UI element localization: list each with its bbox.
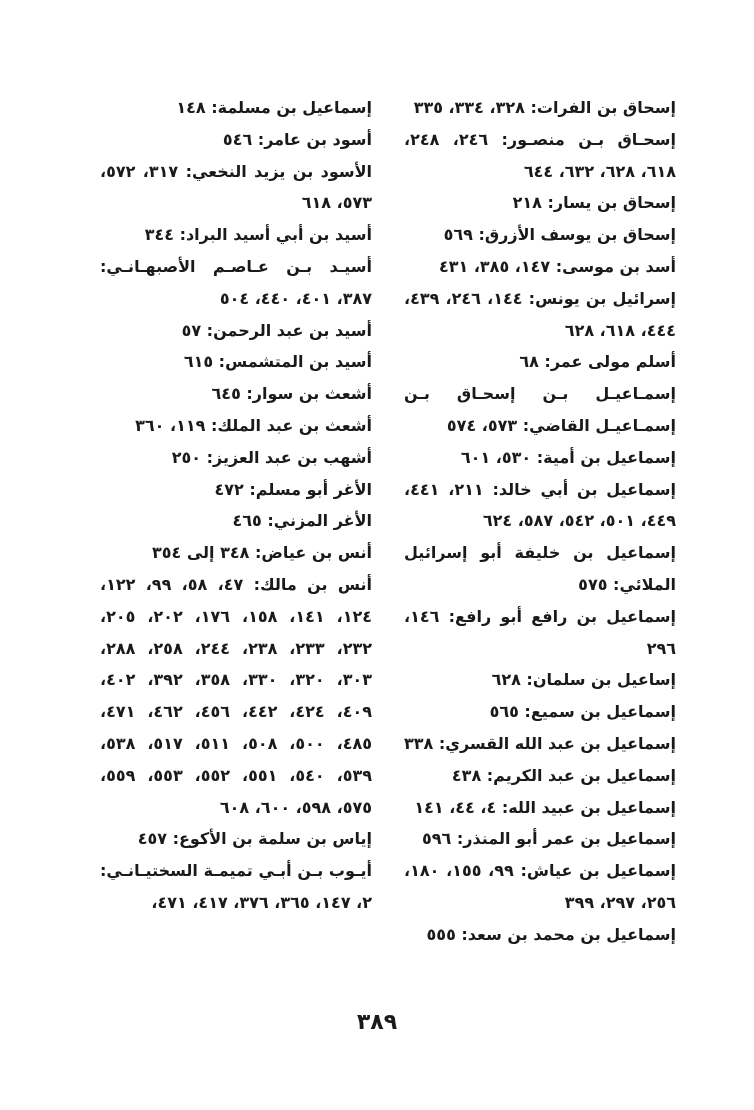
index-entry: إسحاق بن يوسف الأزرق: ٥٦٩ bbox=[443, 225, 676, 245]
index-column-right bbox=[404, 92, 676, 951]
index-entry: الأغر أبو مسلم: ٤٧٢ bbox=[214, 479, 372, 499]
index-entry: إسمـاعيـل بـن إسحـاق بـن إسمـاعيـل القاضي: ٥٧٣، ٥٧٤ bbox=[404, 384, 676, 435]
index-entry: إساعيل بن سلمان: ٦٢٨ bbox=[491, 670, 676, 690]
index-entry: إسماعيل بن محمد بن سعد: ٥٥٥ bbox=[426, 924, 676, 944]
index-entry: أسيد بن أبي أسيد البراد: ٣٤٤ bbox=[144, 225, 372, 245]
index-entry: إسحاق بن يسار: ٢١٨ bbox=[512, 193, 676, 213]
index-entry: الأسود بن يزيد النخعي: ٣١٧، ٥٧٢، ٥٧٣، ٦١٨ bbox=[100, 161, 372, 213]
index-entry: أسيـد بـن عـاصـم الأصبهـانـي: ٣٨٧، ٤٠١، ٤٤٠، ٥٠٤ bbox=[100, 256, 372, 308]
index-entry: إسماعيل بن عياش: ٩٩، ١٥٥، ١٨٠، ٢٥٦، ٢٩٧، ٣٩٩ bbox=[404, 861, 676, 912]
index-entry: أسود بن عامر: ٥٤٦ bbox=[222, 129, 372, 149]
index-entry: إسرائيل بن يونس: ١٤٤، ٢٤٦، ٤٣٩، ٤٤٤، ٦١٨، ٦٢٨ bbox=[404, 288, 676, 340]
index-entry: أشهب بن عبد العزيز: ٢٥٠ bbox=[171, 447, 372, 467]
index-entry: إسماعيل بن أبي خالد: ٢١١، ٤٤١، ٤٤٩، ٥٠١، ٥٤٢، ٥٨٧، ٦٢٤ bbox=[404, 479, 676, 531]
index-column-left bbox=[100, 92, 372, 919]
index-entry: إسماعيل بن عبد الكريم: ٤٣٨ bbox=[451, 765, 676, 785]
index-entry: إسماعيل بن عبيد الله: ٤، ٤٤، ١٤١ bbox=[414, 797, 676, 817]
index-entry: إسماعيل بن عبد الله القسري: ٣٣٨ bbox=[404, 733, 676, 753]
index-entry: أسيد بن المتشمس: ٦١٥ bbox=[183, 352, 372, 372]
index-entry: إسماعيل بن سميع: ٥٦٥ bbox=[489, 702, 676, 722]
page-number: ٣٨٩ bbox=[356, 1010, 398, 1035]
index-entry: أنس بن عياض: ٣٤٨ إلى ٣٥٤ bbox=[151, 543, 372, 563]
index-entry: إسماعيل بن خليفة أبو إسرائيل الملائي: ٥٧٥ bbox=[404, 543, 676, 594]
index-entry: أشعث بن عبد الملك: ١١٩، ٣٦٠ bbox=[135, 415, 372, 435]
index-entry: إسماعيل بن مسلمة: ١٤٨ bbox=[176, 98, 372, 117]
index-entry: أسيد بن عبد الرحمن: ٥٧ bbox=[181, 320, 372, 340]
index-entry: إسماعيل بن أمية: ٥٣٠، ٦٠١ bbox=[460, 447, 676, 467]
index-entry: إسحاق بن الفرات: ٣٢٨، ٣٣٤، ٣٣٥ bbox=[413, 98, 676, 117]
index-entry: إسماعيل بن رافع أبو رافع: ١٤٦، ٢٩٦ bbox=[404, 606, 676, 658]
index-entry: الأغر المزني: ٤٦٥ bbox=[232, 511, 372, 531]
index-entry: أيـوب بـن أبـي تميمـة السختيـانـي: ٢، ١٤٧، ٣٦٥، ٣٧٦، ٤١٧، ٤٧١، bbox=[100, 861, 372, 912]
index-entry: إسماعيل بن عمر أبو المنذر: ٥٩٦ bbox=[422, 829, 676, 849]
index-entry: أنس بن مالك: ٤٧، ٥٨، ٩٩، ١٢٢، ١٢٤، ١٤١، ١٥٨، ١٧٦، ٢٠٢، ٢٠٥، ٢٣٢، ٢٣٣، ٢٣٨، ٢٤٤، ٢٥٨، ٢٨٨، ٣٠٣، ٣٢٠، ٣٣٠، ٣٥٨، ٣٩٢، ٤٠٢، ٤٠٩، ٤٢٤، ٤٤٢، ٤٥٦، ٤٦٢، ٤٧١، ٤٨٥، ٥٠٠، ٥٠٨، ٥١١، ٥١٧، ٥٣٨، ٥٣٩، ٥٤٠، ٥٥١، ٥٥٢، ٥٥٣، ٥٥٩، ٥٧٥، ٥٩٨، ٦٠٠، ٦٠٨ bbox=[100, 574, 373, 817]
index-entry: إياس بن سلمة بن الأكوع: ٤٥٧ bbox=[137, 829, 372, 849]
index-entry: أسلم مولى عمر: ٦٨ bbox=[519, 352, 676, 372]
index-entry: أسد بن موسى: ١٤٧، ٣٨٥، ٤٣١ bbox=[438, 256, 676, 276]
index-entry: إسحـاق بـن منصـور: ٢٤٦، ٢٤٨، ٦١٨، ٦٢٨، ٦٣٢، ٦٤٤ bbox=[404, 129, 676, 181]
index-entry: أشعث بن سوار: ٦٤٥ bbox=[211, 384, 372, 404]
